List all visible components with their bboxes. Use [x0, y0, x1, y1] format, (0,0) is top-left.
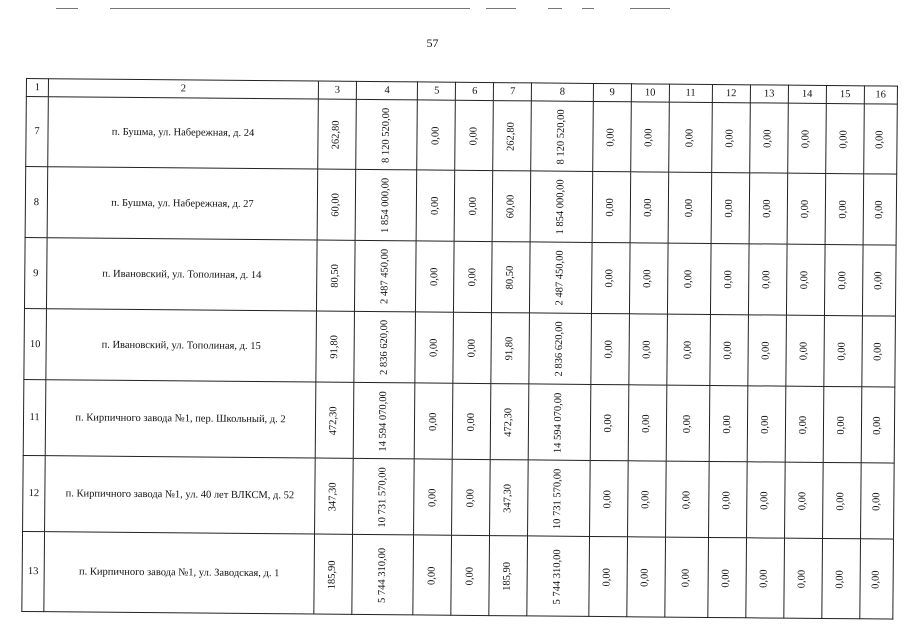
cell-value: 91,80	[328, 335, 341, 360]
cell-value: 60,00	[505, 194, 517, 219]
value-cell	[823, 386, 862, 462]
cell-value: 0,00	[429, 196, 441, 216]
value-cell	[667, 243, 711, 314]
value-cell	[667, 314, 711, 385]
cell-value: 0,00	[430, 126, 442, 145]
column-number: 13	[750, 85, 788, 103]
value-cell	[825, 173, 864, 244]
cell-value: 1 854 000,00	[379, 178, 392, 234]
cell-value: 0,00	[640, 414, 653, 433]
cell-value: 0,00	[722, 341, 734, 360]
cell-value: 0,00	[871, 416, 883, 435]
cell-value: 0,00	[834, 569, 846, 589]
cell-value: 0,00	[870, 492, 882, 511]
value-cell	[489, 536, 528, 616]
value-cell	[748, 315, 787, 386]
cell-value: 0,00	[759, 491, 771, 510]
cell-value: 0,00	[604, 198, 616, 217]
cell-value: 472,30	[503, 407, 515, 437]
cell-value: 0,00	[468, 126, 480, 146]
cell-value: 0,00	[837, 200, 849, 219]
value-cell	[668, 102, 712, 172]
column-number: 11	[669, 84, 712, 102]
value-cell	[530, 242, 592, 314]
cell-value: 0,00	[762, 129, 774, 148]
value-cell	[528, 460, 590, 537]
table-row	[24, 237, 895, 316]
cell-value: 262,80	[330, 120, 342, 150]
cell-value: 0,00	[721, 414, 734, 434]
value-cell	[317, 169, 356, 240]
cell-value: 0,00	[680, 490, 692, 510]
value-cell	[354, 311, 416, 383]
cell-value: 0,00	[427, 412, 439, 431]
cell-value: 0,00	[872, 342, 884, 362]
cell-value: 0,00	[800, 129, 812, 149]
value-cell	[710, 314, 749, 385]
table-row	[23, 455, 894, 539]
address-cell: п. Бушма, ул. Набережная, д. 27	[47, 167, 318, 240]
address-cell: п. Кирпичного завода №1, пер. Школьный, д. 2	[45, 380, 316, 458]
cell-value: 0,00	[681, 414, 693, 434]
column-number: 15	[826, 85, 864, 103]
cell-value: 0,00	[682, 341, 694, 360]
cell-value: 0,00	[759, 415, 772, 434]
cell-value: 5 744 310,00	[551, 549, 564, 605]
cell-value: 0,00	[683, 128, 696, 148]
top-scan-line	[630, 8, 670, 9]
value-cell	[416, 170, 455, 241]
column-number: 10	[631, 84, 669, 102]
address-cell: п. Бушма, ул. Набережная, д. 24	[48, 97, 319, 169]
row-number: 7	[26, 97, 49, 167]
value-cell	[747, 386, 786, 462]
cell-value: 0,00	[428, 338, 440, 358]
value-cell	[711, 172, 750, 243]
cell-value: 0,00	[466, 339, 478, 358]
value-cell	[746, 462, 785, 538]
cell-value: 0,00	[797, 415, 810, 435]
address-cell: п. Кирпичного завода №1, ул. Заводская, д. 1	[44, 532, 315, 614]
cell-value: 5 744 310,00	[376, 547, 388, 603]
cell-value: 0,00	[873, 200, 885, 220]
value-cell	[746, 538, 785, 618]
value-cell	[822, 462, 861, 538]
cell-value: 472,30	[328, 406, 340, 436]
cell-value: 0,00	[835, 491, 847, 511]
row-number: 13	[22, 531, 45, 611]
page-number: 57	[426, 36, 439, 50]
value-cell	[666, 385, 710, 461]
column-number: 12	[712, 84, 750, 102]
value-cell	[452, 459, 491, 535]
cell-value: 14 594 070,00	[553, 392, 565, 453]
cell-value: 0,00	[796, 569, 808, 589]
value-cell	[492, 242, 531, 313]
top-scan-line	[486, 8, 516, 9]
cell-value: 0,00	[639, 568, 651, 587]
value-cell	[491, 384, 530, 460]
cell-value: 0,00	[640, 490, 652, 509]
value-cell	[527, 536, 589, 617]
value-cell	[786, 315, 825, 386]
value-cell	[353, 382, 415, 459]
table-body	[22, 79, 897, 620]
value-cell	[627, 537, 666, 617]
value-cell	[453, 312, 492, 383]
value-cell	[454, 170, 493, 241]
value-cell	[590, 384, 629, 460]
row-number: 11	[23, 379, 46, 455]
cell-value: 14 594 070,00	[377, 390, 390, 452]
value-cell	[417, 100, 456, 170]
value-cell	[315, 458, 354, 534]
value-cell	[708, 537, 747, 617]
table-row	[22, 531, 893, 619]
value-cell	[784, 462, 823, 538]
cell-value: 0,00	[799, 271, 811, 290]
row-number: 9	[24, 237, 47, 308]
cell-value: 185,90	[326, 560, 339, 590]
value-cell	[592, 171, 631, 242]
top-scan-line	[582, 8, 594, 9]
value-cell	[629, 243, 668, 314]
cell-value: 0,00	[682, 270, 694, 289]
value-cell	[822, 538, 861, 618]
cell-value: 0,00	[602, 413, 615, 433]
value-cell	[451, 535, 490, 615]
value-cell	[316, 311, 355, 382]
value-cell	[784, 538, 823, 618]
cell-value: 2 836 620,00	[553, 321, 566, 377]
cell-value: 2 836 620,00	[378, 320, 390, 376]
value-cell	[318, 99, 357, 169]
cell-value: 0,00	[683, 199, 695, 218]
value-cell	[415, 383, 454, 459]
value-cell	[749, 103, 788, 173]
cell-value: 0,00	[761, 199, 773, 219]
value-cell	[860, 463, 894, 539]
cell-value: 0,00	[643, 128, 655, 147]
value-cell	[492, 171, 531, 242]
table-row	[23, 379, 894, 463]
value-cell	[589, 460, 628, 536]
cell-value: 0,00	[680, 568, 692, 588]
column-number: 2	[48, 79, 318, 99]
cell-value: 1 854 000,00	[554, 179, 567, 235]
value-cell	[529, 384, 591, 461]
column-number: 7	[494, 83, 532, 101]
cell-value: 2 487 450,00	[554, 250, 566, 306]
housing-register-table	[21, 78, 897, 620]
value-cell	[824, 315, 863, 386]
value-cell	[353, 458, 415, 535]
address-cell: п. Ивановский, ул. Тополиная, д. 15	[46, 309, 317, 382]
table-row	[24, 308, 895, 387]
cell-value: 0,00	[465, 412, 477, 432]
cell-value: 0,00	[641, 340, 653, 360]
value-cell	[862, 245, 896, 316]
cell-value: 0,00	[642, 198, 654, 218]
cell-value: 0,00	[870, 570, 882, 589]
table-row	[25, 167, 896, 246]
value-cell	[627, 461, 666, 537]
value-cell	[861, 387, 895, 463]
cell-value: 0,00	[836, 342, 848, 361]
cell-value: 0,00	[467, 197, 479, 216]
cell-value: 0,00	[797, 491, 809, 511]
value-cell	[710, 243, 749, 314]
value-cell	[860, 539, 894, 619]
value-cell	[592, 101, 631, 171]
value-cell	[785, 386, 824, 462]
cell-value: 0,00	[602, 489, 614, 509]
table-row	[26, 97, 897, 175]
cell-value: 8 120 520,00	[380, 107, 392, 163]
value-cell	[531, 101, 593, 172]
cell-value: 0,00	[723, 199, 735, 218]
column-number: 8	[532, 83, 594, 102]
cell-value: 0,00	[426, 488, 439, 507]
cell-value: 0,00	[873, 130, 886, 149]
value-cell	[748, 244, 787, 315]
column-number: 5	[418, 82, 456, 100]
value-cell	[749, 173, 788, 244]
cell-value: 0,00	[601, 567, 613, 587]
cell-value: 0,00	[760, 341, 772, 361]
column-number: 1	[26, 79, 48, 97]
cell-value: 0,00	[604, 269, 616, 288]
value-cell	[786, 244, 825, 315]
value-cell	[493, 101, 532, 171]
cell-value: 0,00	[464, 488, 477, 508]
value-cell	[668, 172, 712, 243]
value-cell	[316, 240, 355, 311]
cell-value: 185,90	[502, 561, 514, 591]
value-cell	[863, 104, 897, 174]
value-cell	[455, 100, 494, 170]
value-cell	[665, 461, 709, 537]
cell-value: 0,00	[835, 415, 848, 435]
cell-value: 0,00	[758, 569, 770, 588]
cell-value: 0,00	[837, 271, 849, 290]
value-cell	[591, 242, 630, 313]
cell-value: 0,00	[464, 566, 476, 586]
value-cell	[355, 169, 417, 241]
cell-value: 80,50	[504, 265, 517, 290]
value-cell	[589, 536, 628, 616]
cell-value: 0,00	[799, 200, 811, 219]
value-cell	[491, 313, 530, 384]
cell-value: 0,00	[872, 271, 884, 291]
value-cell	[787, 173, 826, 244]
value-cell	[709, 385, 748, 461]
value-cell	[454, 241, 493, 312]
top-scan-line	[56, 8, 78, 9]
value-cell	[490, 460, 529, 536]
cell-value: 10 731 570,00	[552, 468, 564, 529]
cell-value: 80,50	[329, 264, 341, 289]
value-cell	[354, 240, 416, 312]
cell-value: 0,00	[466, 268, 478, 287]
value-cell	[630, 102, 669, 172]
cell-value: 347,30	[327, 482, 339, 512]
cell-value: 0,00	[642, 269, 654, 289]
row-number: 10	[24, 308, 47, 379]
value-cell	[413, 535, 452, 615]
value-cell	[529, 313, 591, 385]
column-number: 14	[788, 85, 826, 103]
top-scan-line	[110, 8, 470, 9]
value-cell	[352, 534, 414, 615]
value-cell	[824, 244, 863, 315]
value-cell	[415, 312, 454, 383]
cell-value: 0,00	[723, 270, 735, 289]
cell-value: 0,00	[428, 267, 440, 287]
value-cell	[630, 172, 669, 243]
value-cell	[416, 241, 455, 312]
row-number: 12	[23, 455, 46, 531]
cell-value: 2 487 450,00	[378, 249, 391, 305]
cell-value: 0,00	[838, 129, 850, 149]
value-cell	[708, 461, 747, 537]
column-number: 6	[456, 82, 494, 100]
value-cell	[591, 313, 630, 384]
cell-value: 0,00	[798, 342, 810, 361]
cell-value: 262,80	[506, 121, 518, 151]
value-cell	[530, 171, 592, 243]
value-cell	[863, 174, 897, 245]
cell-value: 10 731 570,00	[377, 466, 389, 528]
column-number: 4	[356, 81, 418, 100]
cell-value: 0,00	[720, 568, 732, 588]
cell-value: 0,00	[724, 128, 736, 148]
cell-value: 0,00	[605, 127, 617, 147]
value-cell	[862, 316, 896, 387]
value-cell	[453, 383, 492, 459]
value-cell	[665, 537, 709, 617]
value-cell	[315, 382, 354, 458]
cell-value: 0,00	[603, 340, 615, 359]
value-cell	[711, 102, 750, 172]
value-cell	[787, 103, 826, 173]
column-number: 16	[864, 86, 897, 104]
value-cell	[356, 99, 418, 170]
address-cell: п. Кирпичного завода №1, ул. 40 лет ВЛКСМ, д. 52	[45, 456, 316, 534]
cell-value: 0,00	[426, 566, 438, 585]
column-number: 3	[318, 81, 356, 99]
value-cell	[629, 314, 668, 385]
address-cell: п. Ивановский, ул. Тополиная, д. 14	[46, 238, 317, 311]
cell-value: 0,00	[721, 490, 733, 510]
value-cell	[414, 459, 453, 535]
cell-value: 347,30	[502, 483, 515, 513]
cell-value: 91,80	[504, 336, 516, 361]
top-scan-line	[548, 8, 562, 9]
cell-value: 0,00	[761, 270, 773, 290]
cell-value: 8 120 520,00	[555, 109, 568, 165]
column-number: 9	[593, 83, 631, 101]
cell-value: 60,00	[330, 193, 342, 218]
value-cell	[628, 385, 667, 461]
value-cell	[314, 534, 353, 614]
row-number: 8	[25, 167, 48, 238]
value-cell	[825, 103, 864, 173]
